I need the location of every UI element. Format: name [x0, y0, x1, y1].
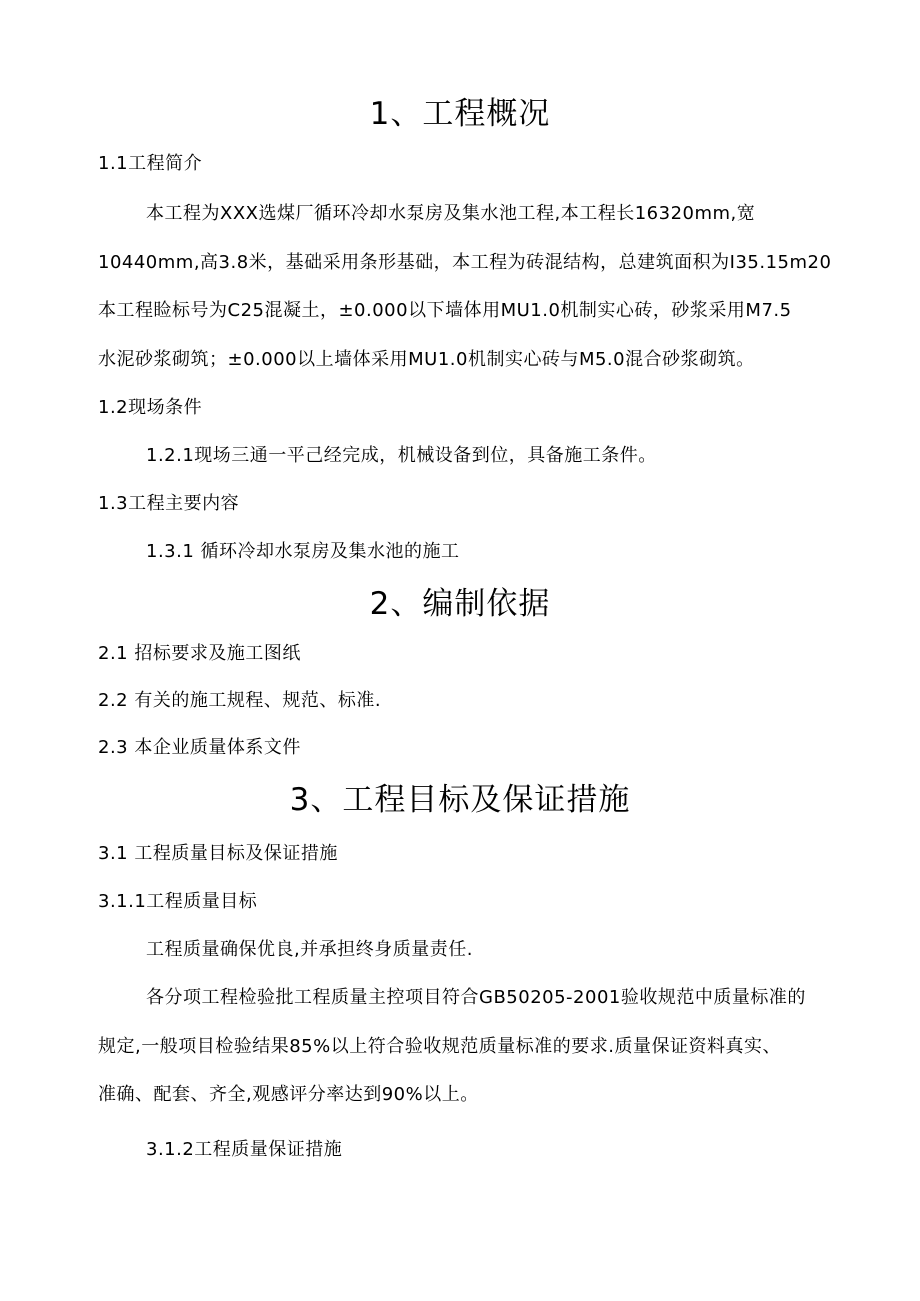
subsection-1-2: 1.2现场条件: [98, 397, 203, 418]
subsection-1-3: 1.3工程主要内容: [98, 493, 240, 514]
paragraph-line: 规定,一般项目检验结果85%以上符合验收规范质量标准的要求.质量保证资料真实、: [98, 1036, 781, 1057]
section-2-heading: 2、编制依据: [369, 586, 551, 622]
item-1-3-1: 1.3.1 循环冷却水泵房及集水池的施工: [146, 541, 460, 562]
subsection-1-1: 1.1工程简介: [98, 153, 203, 174]
subsection-3-1-2: 3.1.2工程质量保证措施: [146, 1139, 343, 1160]
paragraph-line: 工程质量确保优良,并承担终身质量责任.: [146, 939, 473, 960]
paragraph-line: 准确、配套、齐全,观感评分率达到90%以上。: [98, 1084, 479, 1105]
paragraph-line: 各分项工程检验批工程质量主控项目符合GB50205-2001验收规范中质量标准的: [146, 987, 806, 1008]
paragraph-line: 本工程睑标号为C25混凝土，±0.000以下墙体用MU1.0机制实心砖，砂浆采用M7.5: [98, 300, 792, 321]
paragraph-line: 水泥砂浆砌筑；±0.000以上墙体采用MU1.0机制实心砖与M5.0混合砂浆砌筑。: [98, 349, 755, 370]
subsection-3-1-1: 3.1.1工程质量目标: [98, 891, 258, 912]
section-3-heading: 3、工程目标及保证措施: [289, 782, 631, 818]
paragraph-line: 本工程为XXX选煤厂循环冷却水泵房及集水池工程,本工程长16320mm,宽: [146, 203, 756, 224]
section-1-heading: 1、工程概况: [369, 96, 551, 132]
subsection-3-1: 3.1 工程质量目标及保证措施: [98, 843, 338, 864]
item-1-2-1: 1.2.1现场三通一平己经完成，机械设备到位，具备施工条件。: [146, 445, 657, 466]
item-2-2: 2.2 有关的施工规程、规范、标准.: [98, 690, 382, 711]
item-2-1: 2.1 招标要求及施工图纸: [98, 643, 301, 664]
item-2-3: 2.3 本企业质量体系文件: [98, 737, 301, 758]
paragraph-line: 10440mm,高3.8米，基础采用条形基础，本工程为砖混结构，总建筑面积为I35.15m20: [98, 252, 832, 273]
